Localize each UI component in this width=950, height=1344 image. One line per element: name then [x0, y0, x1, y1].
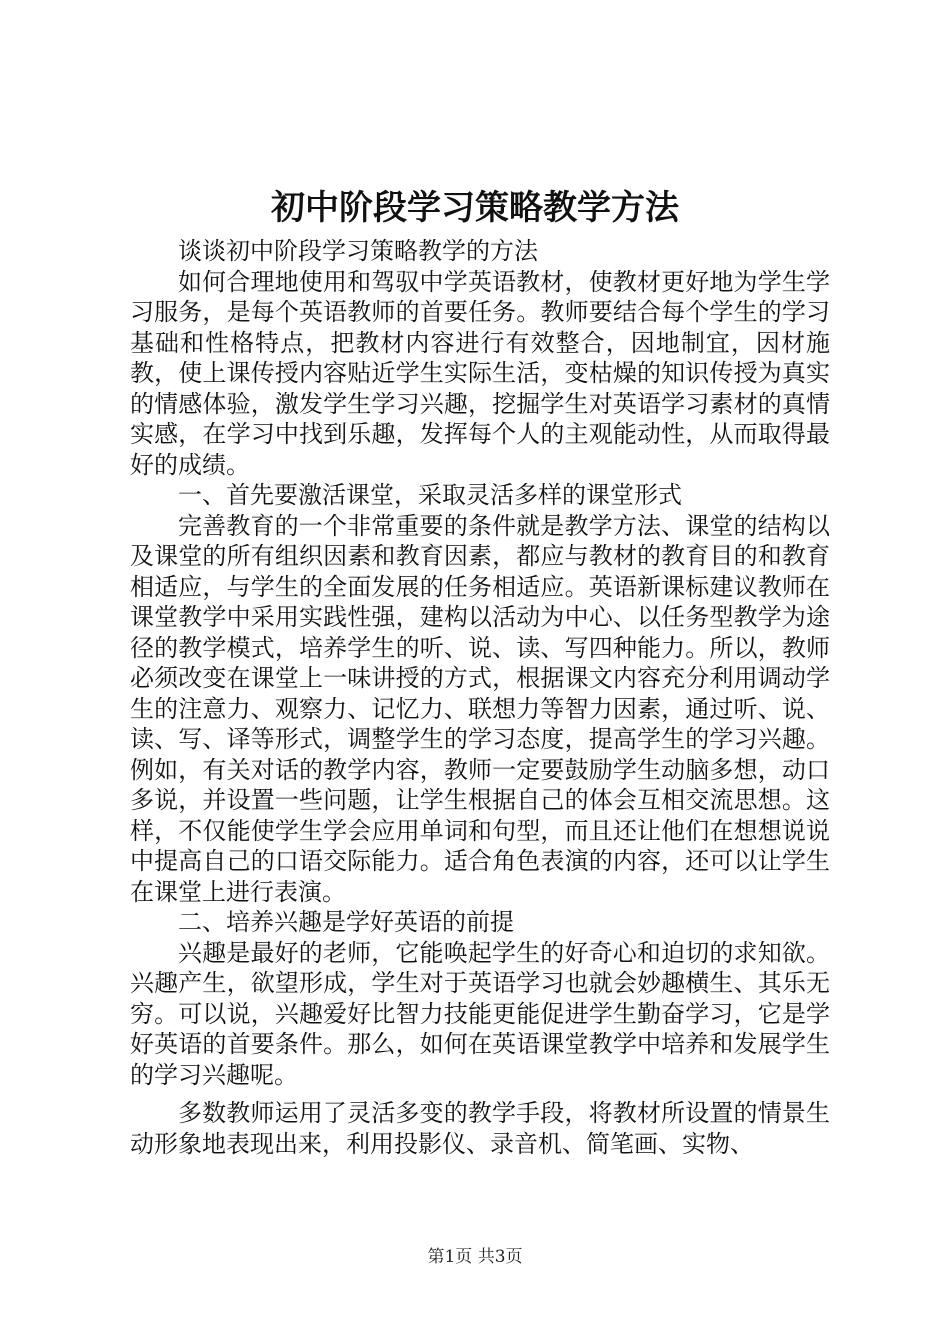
section-2-paragraph-continued: 多数教师运用了灵活多变的教学手段，将教材所设置的情景生动形象地表现出来，利用投影仪、录音机、简笔画、实物、	[130, 1099, 830, 1158]
section-2-paragraph: 兴趣是最好的老师，它能唤起学生的好奇心和迫切的求知欲。兴趣产生，欲望形成，学生对于英语学习也就会妙趣横生、其乐无穷。可以说，兴趣爱好比智力技能更能促进学生勤奋学习，它是学好英语的首要条件。那么，如何在英语课堂教学中培养和发展学生的学习兴趣呢。	[130, 938, 830, 1089]
section-heading-1: 一、首先要激活课堂，采取灵活多样的课堂形式	[178, 481, 682, 509]
subtitle-paragraph: 谈谈初中阶段学习策略教学的方法	[178, 237, 538, 265]
page-footer: 第1页 共3页	[427, 1247, 523, 1267]
document-title: 初中阶段学习策略教学方法	[271, 188, 679, 228]
document-body	[130, 236, 830, 1159]
section-1-paragraph: 完善教育的一个非常重要的条件就是教学方法、课堂的结构以及课堂的所有组织因素和教育因素，都应与教材的教育目的和教育相适应，与学生的全面发展的任务相适应。英语新课标建议教师在课堂教学中采用实践性强，建构以活动为中心、以任务型教学为途径的教学模式，培养学生的听、说、读、写四种能力。所以，教师必须改变在课堂上一味讲授的方式，根据课文内容充分利用调动学生的注意力、观察力、记忆力、联想力等智力因素，通过听、说、读、写、译等形式，调整学生的学习态度，提高学生的学习兴趣。例如，有关对话的教学内容，教师一定要鼓励学生动脑多想，动口多说，并设置一些问题，让学生根据自己的体会互相交流思想。这样，不仅能使学生学会应用单词和句型，而且还让他们在想想说说中提高自己的口语交际能力。适合角色表演的内容，还可以让学生在课堂上进行表演。	[130, 511, 830, 906]
intro-paragraph: 如何合理地使用和驾驭中学英语教材，使教材更好地为学生学习服务，是每个英语教师的首要任务。教师要结合每个学生的学习基础和性格特点，把教材内容进行有效整合，因地制宜，因材施教，使上课传授内容贴近学生实际生活，变枯燥的知识传授为真实的情感体验，激发学生学习兴趣，挖掘学生对英语学习素材的真情实感，在学习中找到乐趣，发挥每个人的主观能动性，从而取得最好的成绩。	[130, 267, 830, 479]
section-heading-2: 二、培养兴趣是学好英语的前提	[178, 908, 514, 936]
